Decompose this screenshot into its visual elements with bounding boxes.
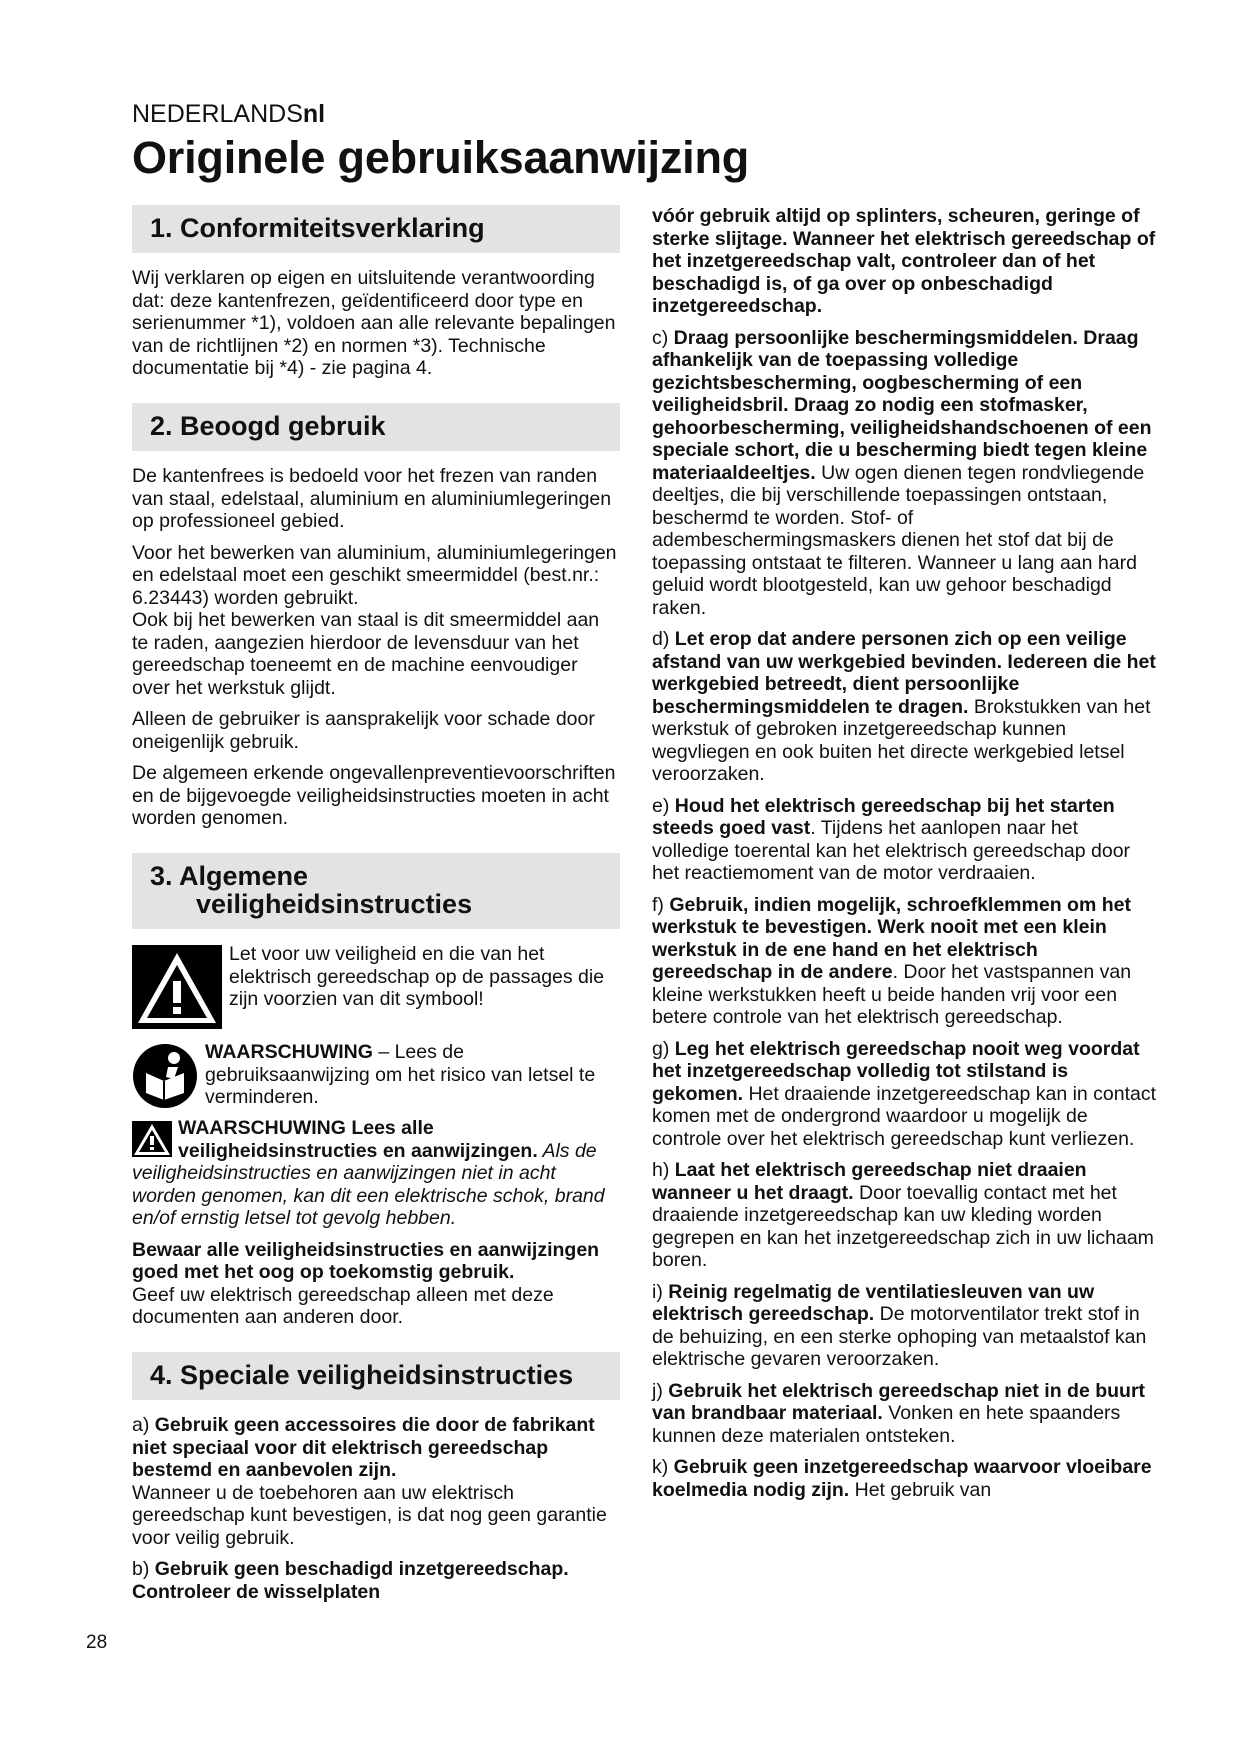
item-i-text: De motorventilator trekt stof in de behuizing, en een sterke ophoping van metaalstof kan elektrische gevaren veroorzaken. (652, 1303, 1147, 1370)
section-3-heading-line1: 3. Algemene (150, 860, 309, 891)
item-g (652, 1038, 1157, 1151)
item-j-label: j) (652, 1379, 669, 1402)
section-2-p2: Voor het bewerken van aluminium, aluminiumlegeringen en edelstaal moet een geschikt smeermiddel (best.nr.: 6.23443) worden gebruikt. (132, 541, 617, 609)
section-4-heading: 4. Speciale veiligheidsinstructies (132, 1352, 620, 1400)
keep-instructions (132, 1239, 620, 1329)
read-manual-icon (132, 1043, 198, 1109)
page-number: 28 (86, 1632, 108, 1653)
section-3-heading (132, 853, 620, 930)
section-2-p4: Alleen de gebruiker is aansprakelijk voor schade door oneigenlijk gebruik. (132, 708, 595, 753)
item-c (652, 327, 1157, 620)
item-f-text: . Door het vastspannen van kleine werkstukken heeft u beide handen vrij voor een betere controle van het elektrisch gereedschap. (652, 961, 1132, 1028)
item-h-bold: Laat het elektrisch gereedschap niet draaien wanneer u het draagt. (652, 1159, 1087, 1204)
item-d-bold: Let erop dat andere personen zich op een veilige afstand van uw werkgebied bevinden. Iedereen die het werkgebied betreedt, dient persoonlijke beschermingsmiddelen te dragen. (652, 628, 1156, 718)
general-warning-bold: WAARSCHUWING Lees alle veiligheidsinstructies en aanwijzingen. (178, 1117, 538, 1162)
language-code: nl (302, 100, 326, 128)
item-j-text: Vonken en hete spaanders kunnen deze materialen ontsteken. (652, 1402, 1121, 1447)
item-i-bold: Reinig regelmatig de ventilatiesleuven van uw elektrisch gereedschap. (652, 1280, 1095, 1325)
keep-instructions-text: Geef uw elektrisch gereedschap alleen met deze documenten aan anderen door. (132, 1283, 554, 1329)
item-e-label: e) (652, 794, 675, 817)
small-warning-triangle-icon (132, 1121, 172, 1157)
section-3-heading-line2: veiligheidsinstructies (196, 889, 473, 920)
section-2-p1: De kantenfrees is bedoeld voor het frezen van randen van staal, edelstaal, aluminium en aluminiumlegeringen op professioneel gebied. (132, 465, 612, 533)
item-i (652, 1281, 1157, 1371)
item-k-text: Het gebruik van (849, 1478, 992, 1501)
keep-instructions-bold: Bewaar alle veiligheidsinstructies en aanwijzingen goed met het oog op toekomstig gebruik. (132, 1238, 600, 1284)
section-2-p3: Ook bij het bewerken van staal is dit smeermiddel aan te raden, aangezien hierdoor de levensduur van het gereedschap toeneemt en de machine eenvoudiger over het werkstuk glijdt. (132, 609, 600, 699)
item-c-label: c) (652, 326, 674, 349)
language-label (132, 100, 325, 129)
item-b-label: b) (132, 1558, 155, 1581)
item-i-label: i) (652, 1280, 669, 1303)
item-k (652, 1456, 1157, 1501)
item-h-label: h) (652, 1159, 675, 1181)
right-column (652, 205, 1157, 1510)
item-g-text: Het draaiende inzetgereedschap kan in contact komen met de ondergrond waardoor u mogelijk de controle over het elektrisch gereedschap kunt verliezen. (652, 1082, 1157, 1150)
manual-warning (132, 1041, 620, 1109)
item-d (652, 628, 1157, 786)
item-h-text: Door toevallig contact met het draaiende inzetgereedschap kan uw kleding worden gegrepen en kan het inzetgereedschap zich in uw lichaam boren. (652, 1181, 1154, 1271)
manual-warning-text: – Lees de gebruiksaanwijzing om het risico van letsel te verminderen. (205, 1041, 596, 1109)
item-a-text: Wanneer u de toebehoren aan uw elektrisch gereedschap kunt bevestigen, is dat nog geen garantie voor veilig gebruik. (132, 1481, 607, 1549)
item-k-bold: Gebruik geen inzetgereedschap waarvoor vloeibare koelmedia nodig zijn. (652, 1456, 1152, 1501)
item-k-label: k) (652, 1456, 674, 1478)
general-warning (132, 1117, 620, 1230)
item-g-label: g) (652, 1037, 675, 1060)
left-column (132, 205, 620, 1612)
item-f-bold: Gebruik, indien mogelijk, schroefklemmen om het werkstuk te bevestigen. Werk nooit met een klein werkstuk in de ene hand en het elektrisch gereedschap in de andere (652, 893, 1131, 983)
item-b-bold-cont: vóór gebruik altijd op splinters, scheuren, geringe of sterke slijtage. Wanneer het elektrisch gereedschap of het inzetgereedschap valt, controleer dan of het beschadigd is, of ga over op onbeschadigd inzetgereedschap. (652, 205, 1156, 317)
general-warning-italic: Als de veiligheidsinstructies en aanwijzingen niet in acht worden genomen, kan dit een elektrische schok, brand en/of ernstig letsel tot gevolg hebben. (132, 1139, 605, 1230)
item-j (652, 1380, 1157, 1448)
item-a-bold: Gebruik geen accessoires die door de fabrikant niet speciaal voor dit elektrisch gereedschap bestemd en aanbevolen zijn. (132, 1414, 595, 1482)
item-e-bold: Houd het elektrisch gereedschap bij het starten steeds goed vast (652, 794, 1115, 839)
item-f-label: f) (652, 893, 670, 916)
item-a-label: a) (132, 1414, 155, 1437)
item-e (652, 795, 1157, 885)
item-g-bold: Leg het elektrisch gereedschap nooit weg voordat het inzetgereedschap volledig tot stilstand is gekomen. (652, 1037, 1140, 1105)
section-1-text: Wij verklaren op eigen en uitsluitende verantwoording dat: deze kantenfrezen, geïdentificeerd door type en serienummer *1), voldoen aan alle relevante bepalingen van de richtlijnen *2) en normen *3). Technische documentatie bij *4) - zie pagina 4. (132, 267, 616, 380)
section-1-heading: 1. Conformiteitsverklaring (132, 205, 620, 253)
manual-warning-label: WAARSCHUWING (205, 1041, 373, 1064)
language-prefix: NEDERLANDS (132, 100, 303, 128)
item-f (652, 894, 1157, 1029)
item-d-label: d) (652, 628, 675, 650)
item-b (132, 1558, 620, 1603)
page-title: Originele gebruiksaanwijzing (132, 132, 750, 183)
symbol-notice (132, 943, 620, 1029)
item-h (652, 1159, 1157, 1272)
item-e-text: . Tijdens het aanlopen naar het volledige toerental kan het elektrisch gereedschap door het reactiemoment van de motor verdraaien. (652, 817, 1131, 884)
item-c-bold: Draag persoonlijke beschermingsmiddelen. Draag afhankelijk van de toepassing volledige gezichtsbescherming, oogbescherming of een veiligheidsbril. Draag zo nodig een stofmasker, gehoorbescherming, veiligheidshandschoenen of een speciale schort, die u bescherming biedt tegen kleine materiaaldeeltjes. (652, 326, 1152, 484)
section-2-p5: De algemeen erkende ongevallenpreventievoorschriften en de bijgevoegde veiligheidsinstructies moeten in acht worden genomen. (132, 762, 616, 830)
item-b-bold: Gebruik geen beschadigd inzetgereedschap. Controleer de wisselplaten (132, 1558, 569, 1603)
item-d-text: Brokstukken van het werkstuk of gebroken inzetgereedschap kunnen wegvliegen en ook buiten het directe werkgebied letsel veroorzaken. (652, 695, 1151, 785)
warning-triangle-icon (132, 945, 222, 1029)
item-j-bold: Gebruik het elektrisch gereedschap niet in de buurt van brandbaar materiaal. (652, 1379, 1146, 1424)
item-c-text: Uw ogen dienen tegen rondvliegende deeltjes, die bij verschillende toepassingen ontstaan, beschermd te worden. Stof- of adembeschermingsmaskers dienen het stof dat bij de toepassing ontstaat te filteren. Wanneer u lang aan hard geluid wordt blootgesteld, kan uw gehoor beschadigd raken. (652, 461, 1145, 619)
symbol-notice-text: Let voor uw veiligheid en die van het elektrisch gereedschap op de passages die zijn voorzien van dit symbool! (229, 943, 605, 1011)
item-a (132, 1414, 620, 1549)
section-2-heading: 2. Beoogd gebruik (132, 403, 620, 451)
